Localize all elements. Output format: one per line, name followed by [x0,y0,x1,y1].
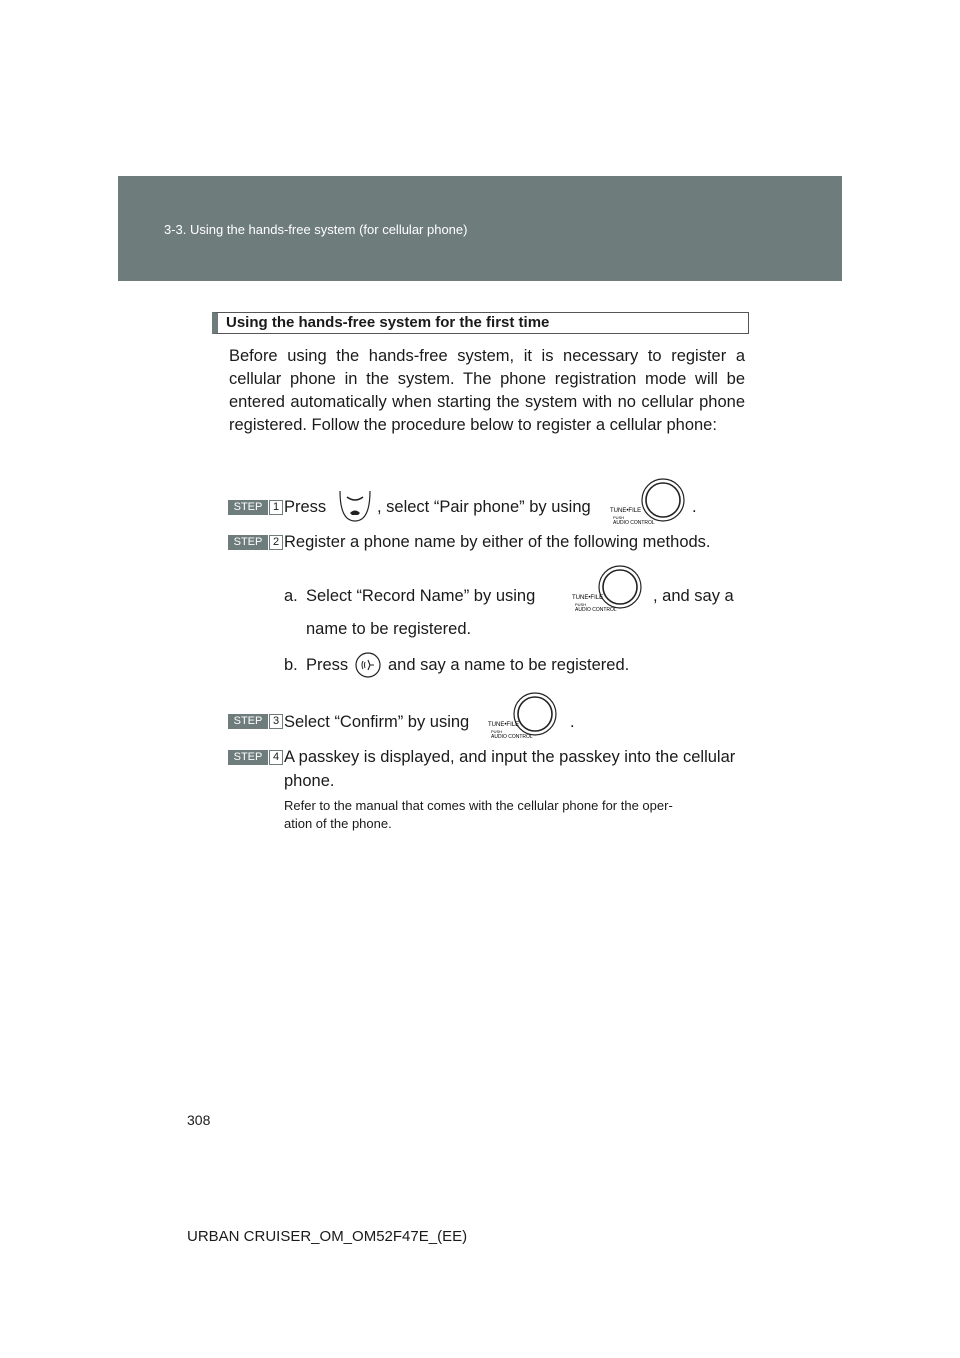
step-badge-2 [228,535,281,550]
knob-label-top: TUNE•FILE [610,508,642,514]
step-label: STEP [228,714,268,729]
step-badge-3 [228,714,281,729]
step-1-pre: Press [284,498,327,516]
phone-button-icon [337,487,373,523]
sub-item-a-line2: name to be registered. [306,620,472,638]
tune-file-knob-icon [610,478,688,526]
document-footer: URBAN CRUISER_OM_OM52F47E_(EE) [187,1228,468,1245]
step-label: STEP [228,750,268,765]
knob-label-push: PUSH [613,515,625,520]
section-breadcrumb: 3-3. Using the hands-free system (for cellular phone) [164,222,468,237]
section-title: Using the hands-free system for the first time [212,312,749,334]
step-number: 2 [269,535,283,550]
intro-paragraph: Before using the hands-free system, it is necessary to register a cellular phone in the system. The phone registration mode will be entered automatically when starting the system with no cellular phone registered. Follow the procedure below to register a cellular phone: [229,347,745,434]
note-line1: Refer to the manual that comes with the cellular phone for the oper- [284,798,673,813]
sub-item-b-pre: Press [306,656,349,674]
header-band [118,176,842,281]
step-4-line2: phone. [284,772,335,790]
step-label: STEP [228,500,268,515]
step-number: 3 [269,714,283,729]
knob-label-bottom: AUDIO CONTROL [575,607,617,613]
sub-item-b-marker: b. [284,656,298,674]
sub-item-a-pre: Select “Record Name” by using [306,587,536,605]
step-badge-1 [228,500,281,515]
sub-item-a-marker: a. [284,587,298,605]
step-3-pre: Select “Confirm” by using [284,713,470,731]
knob-label-top: TUNE•FILE [572,595,604,601]
step-number: 1 [269,500,283,515]
step-label: STEP [228,535,268,550]
note-line2: ation of the phone. [284,816,392,831]
step-badge-4 [228,750,281,765]
step-1-mid: , select “Pair phone” by using [377,498,591,516]
knob-label-top: TUNE•FILE [488,722,520,728]
tune-file-knob-icon [572,565,650,613]
knob-label-push: PUSH [575,602,587,607]
step-number: 4 [269,750,283,765]
knob-label-push: PUSH [491,729,503,734]
step-1-post: . [692,498,697,516]
sub-item-a-post: , and say a [653,587,734,605]
step-3-post: . [570,713,575,731]
sub-item-b-post: and say a name to be registered. [388,656,630,674]
knob-label-bottom: AUDIO CONTROL [613,520,655,526]
talk-button-icon [355,652,381,678]
tune-file-knob-icon [488,692,566,740]
page-number: 308 [187,1112,211,1128]
step-2-text: Register a phone name by either of the following methods. [284,533,711,551]
knob-label-bottom: AUDIO CONTROL [491,734,533,740]
step-4-line1: A passkey is displayed, and input the passkey into the cellular [284,748,736,766]
